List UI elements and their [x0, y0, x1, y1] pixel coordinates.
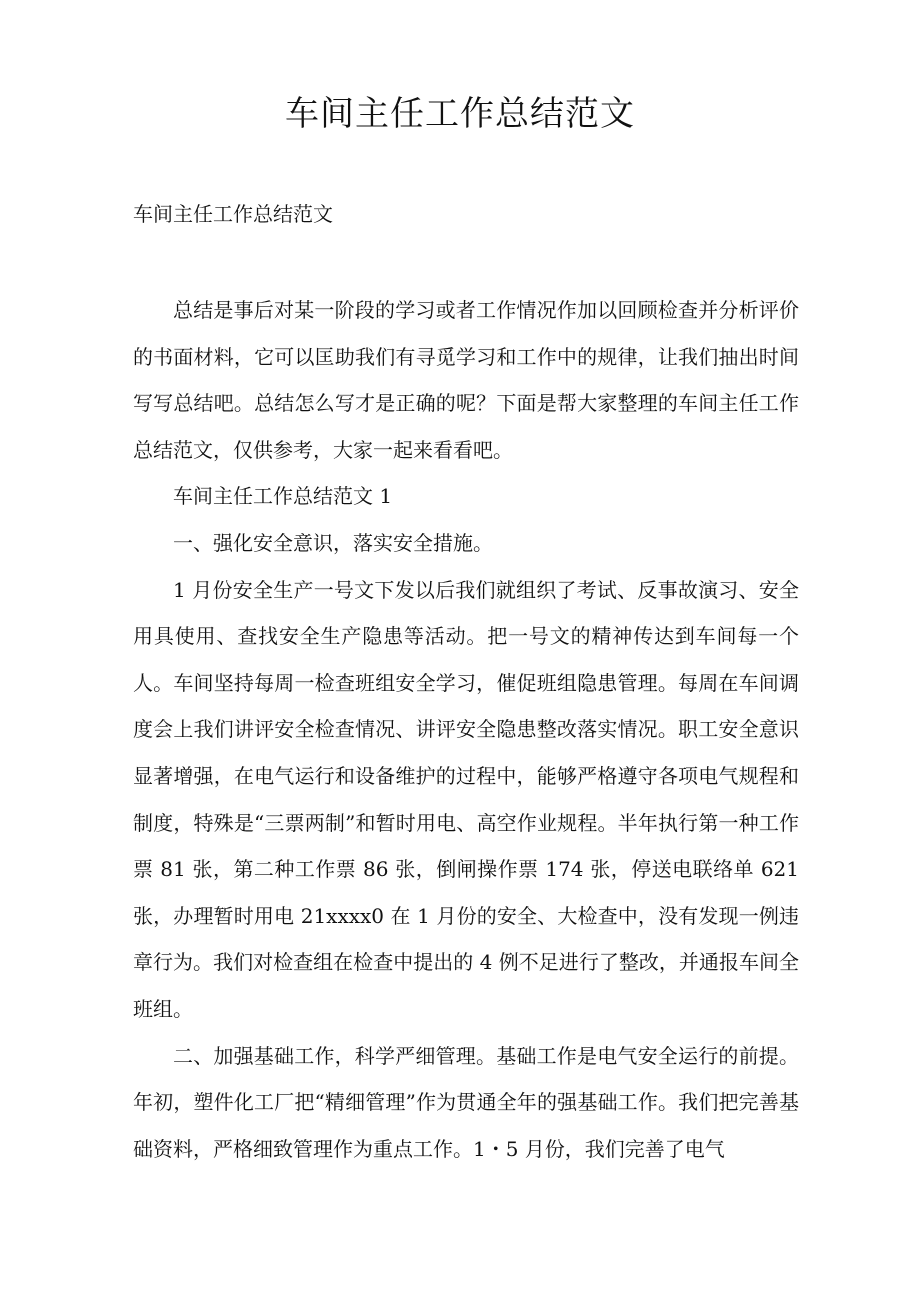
document-title: 车间主任工作总结范文 — [285, 94, 635, 134]
document-subtitle: 车间主任工作总结范文 — [133, 202, 333, 226]
point-two-paragraph: 二、加强基础工作，科学严细管理。基础工作是电气安全运行的前提。年初，塑件化工厂把“精细管理”作为贯通全年的强基础工作。我们把完善基础资料，严格细致管理作为重点工作。1・5 月份，我们完善了电气 — [133, 1043, 799, 1161]
point-one-heading: 一、强化安全意识，落实安全措施。 — [173, 530, 493, 555]
point-one-paragraph: 1 月份安全生产一号文下发以后我们就组织了考试、反事故演习、安全用具使用、查找安全生产隐患等活动。把一号文的精神传达到车间每一个人。车间坚持每周一检查班组安全学习，催促班组隐患管理。每周在车间调度会上我们讲评安全检查情况、讲评安全隐患整改落实情况。职工安全意识显著增强，在电气运行和设备维护的过程中，能够严格遵守各项电气规程和制度，特殊是“三票两制”和暂时用电、高空作业规程。半年执行第一种工作票 81 张，第二种工作票 86 张，倒闸操作票 174 张，停送电联络单 621 张，办理暂时用电 21xxxx0 在 1 月份的安全、大检查中，没有发现一例违章行为。我们对检查组在检查中提出的 4 例不足进行了整改，并通报车间全班组。 — [133, 577, 799, 1021]
document-body — [133, 287, 799, 1172]
section-heading: 车间主任工作总结范文 1 — [173, 484, 393, 509]
intro-paragraph: 总结是事后对某一阶段的学习或者工作情况作加以回顾检查并分析评价的书面材料，它可以匡助我们有寻觅学习和工作中的规律，让我们抽出时间写写总结吧。总结怎么写才是正确的呢？下面是帮大家整理的车间主任工作总结范文，仅供参考，大家一起来看看吧。 — [133, 298, 799, 462]
